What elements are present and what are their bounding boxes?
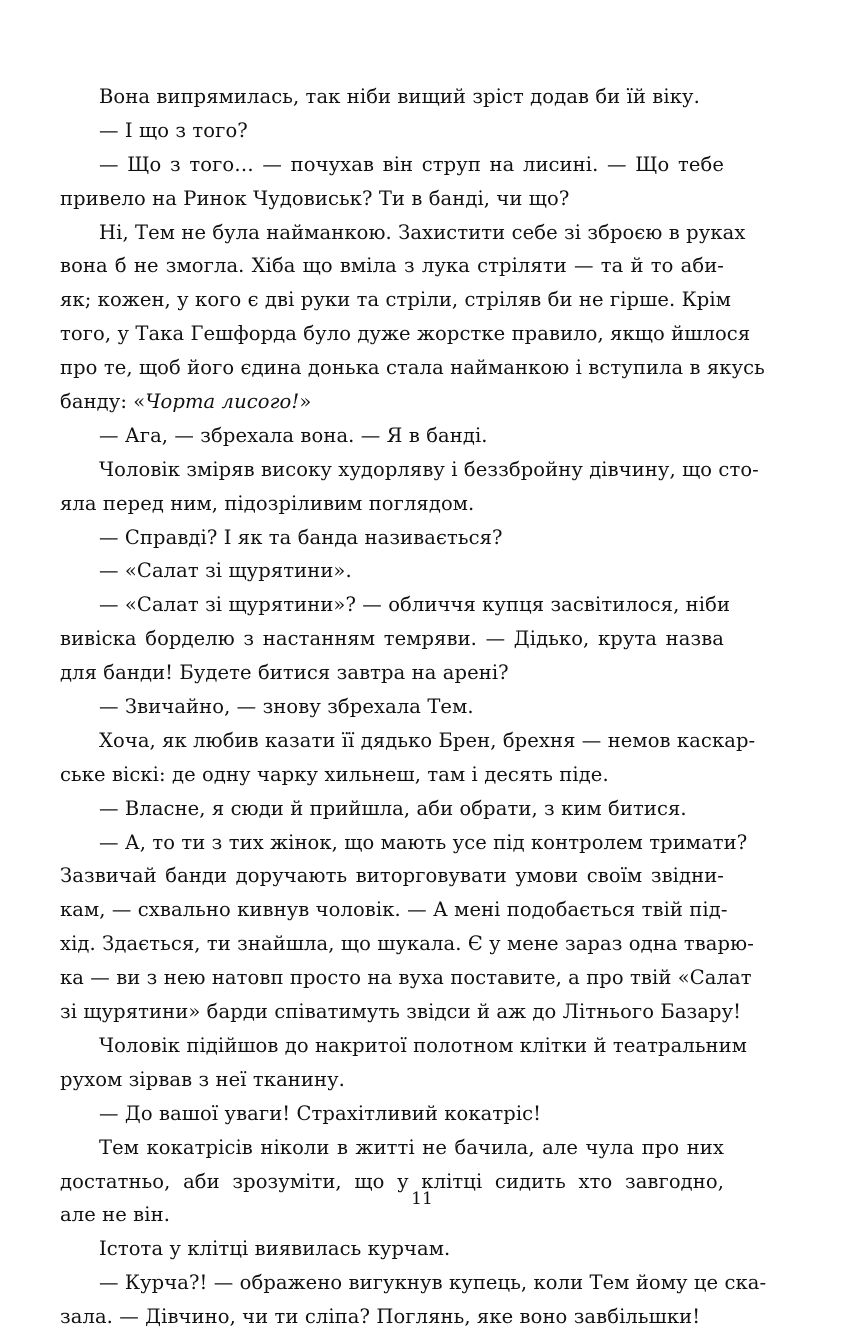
text-line xyxy=(60,283,731,317)
text-line-content: — До вашої уваги! Страхітливий кокатріс! xyxy=(99,1101,542,1125)
text-line xyxy=(60,961,752,995)
text-line xyxy=(60,317,751,351)
text-line-content: Тем кокатрісів ніколи в житті не бачила, але чула про них xyxy=(99,1135,724,1159)
text-line xyxy=(60,419,724,453)
text-line xyxy=(60,385,724,419)
text-line xyxy=(60,690,724,724)
text-line-content: — Курча?! — ображено вигукнув купець, коли Тем йому це ска- xyxy=(99,1271,767,1295)
text-line-content: для банди! Будете битися завтра на арені? xyxy=(60,661,509,685)
text-line-content: Зазвичай банди доручають виторговувати умови своїм звідни- xyxy=(60,864,724,888)
text-line-content: — Справді? І як та банда називається? xyxy=(99,525,503,549)
text-line xyxy=(60,182,724,216)
text-line-content: Ні, Тем не була найманкою. Захистити себе зі зброєю в руках xyxy=(99,220,746,244)
text-line-content: Вона випрямилась, так ніби вищий зріст додав би їй віку. xyxy=(99,85,700,108)
text-line-content: Істота у клітці виявилась курчам. xyxy=(99,1237,451,1261)
text-line-trailing: » xyxy=(299,390,312,414)
text-line xyxy=(60,1063,724,1097)
text-line xyxy=(60,148,724,182)
text-line xyxy=(60,927,754,961)
text-line xyxy=(60,453,759,487)
text-line-content: як; кожен, у кого є дві руки та стріли, стріляв би не гірше. Крім xyxy=(60,288,731,312)
text-line xyxy=(60,1232,724,1266)
text-line-content: достатньо, аби зрозуміти, що у клітці сидить хто завгодно, xyxy=(60,1169,724,1193)
text-line xyxy=(60,114,724,148)
text-line xyxy=(60,80,724,114)
text-line-content: — Звичайно, — знову збрехала Тем. xyxy=(99,695,474,719)
text-line xyxy=(60,554,724,588)
text-line xyxy=(60,249,724,283)
text-line xyxy=(60,893,728,927)
text-line xyxy=(60,1029,748,1063)
text-line-content: ка — ви з нею натовп просто на вуха поставите, а про твій «Салат xyxy=(60,966,752,990)
text-line-content: зі щурятини» барди співатимуть звідси й аж до Літнього Базару! xyxy=(60,1000,742,1024)
page-body-text xyxy=(60,80,767,1334)
text-line xyxy=(60,1131,724,1165)
text-line-content: — І що з того? xyxy=(99,118,248,142)
text-line-content: — Ага, — збрехала вона. — Я в банді. xyxy=(99,423,488,447)
text-line-content: банду: « xyxy=(60,390,146,414)
text-line xyxy=(60,588,731,622)
text-line-content: рухом зірвав з неї тканину. xyxy=(60,1067,345,1091)
text-line-content: Хоча, як любив казати її дядько Брен, брехня — немов каскар- xyxy=(99,728,756,752)
text-line-content: зала. — Дівчино, чи ти сліпа? Поглянь, яке воно завбільшки! xyxy=(60,1305,701,1329)
text-line-content: — Власне, я сюди й прийшла, аби обрати, з ким битися. xyxy=(99,796,687,820)
text-line-content: вивіска борделю з настанням темряви. — Дідько, крута назва xyxy=(60,627,724,651)
text-line xyxy=(60,487,724,521)
text-line-italic: Чорта лисого! xyxy=(145,390,300,414)
text-line-content: Чоловік підійшов до накритої полотном клітки й театральним xyxy=(99,1033,748,1057)
text-line-content: того, у Така Гешфорда було дуже жорстке правило, якщо йшлося xyxy=(60,322,751,346)
text-line-content: але не він. xyxy=(60,1203,170,1227)
text-line-content: привело на Ринок Чудовиськ? Ти в банді, чи що? xyxy=(60,186,570,210)
text-line-content: — Що з того… — почухав він струп на лисині. — Що тебе xyxy=(99,152,724,176)
text-line xyxy=(60,656,724,690)
text-line-content: кам, — схвально кивнув чоловік. — А мені подобається твій під- xyxy=(60,898,728,922)
text-line xyxy=(60,351,765,385)
text-line xyxy=(60,792,724,826)
text-line xyxy=(60,1097,724,1131)
text-line xyxy=(60,521,724,555)
text-line-content: — «Салат зі щурятини»? — обличчя купця засвітилося, ніби xyxy=(99,593,731,617)
text-line-content: — А, то ти з тих жінок, що мають усе під контролем тримати? xyxy=(99,830,748,854)
text-line xyxy=(60,216,746,250)
text-line-content: вона б не змогла. Хіба що вміла з лука стріляти — та й то аби- xyxy=(60,254,724,278)
text-line xyxy=(60,622,724,656)
text-line xyxy=(60,1300,724,1334)
text-line-content: — «Салат зі щурятини». xyxy=(99,559,352,583)
page-number: 11 xyxy=(411,1189,433,1209)
text-line-content: Чоловік зміряв високу худорляву і беззбройну дівчину, що сто- xyxy=(99,457,759,481)
text-line-content: хід. Здається, ти знайшла, що шукала. Є у мене зараз одна тварю- xyxy=(60,932,754,956)
text-line-content: ське віскі: де одну чарку хильнеш, там і десять піде. xyxy=(60,762,609,786)
text-line xyxy=(60,1266,767,1300)
text-line xyxy=(60,724,756,758)
text-line xyxy=(60,995,742,1029)
text-line xyxy=(60,859,724,893)
text-line xyxy=(60,826,748,860)
text-line-content: яла перед ним, підозріливим поглядом. xyxy=(60,491,475,515)
text-line-content: про те, щоб його єдина донька стала найманкою і вступила в якусь xyxy=(60,356,765,380)
text-line xyxy=(60,758,724,792)
